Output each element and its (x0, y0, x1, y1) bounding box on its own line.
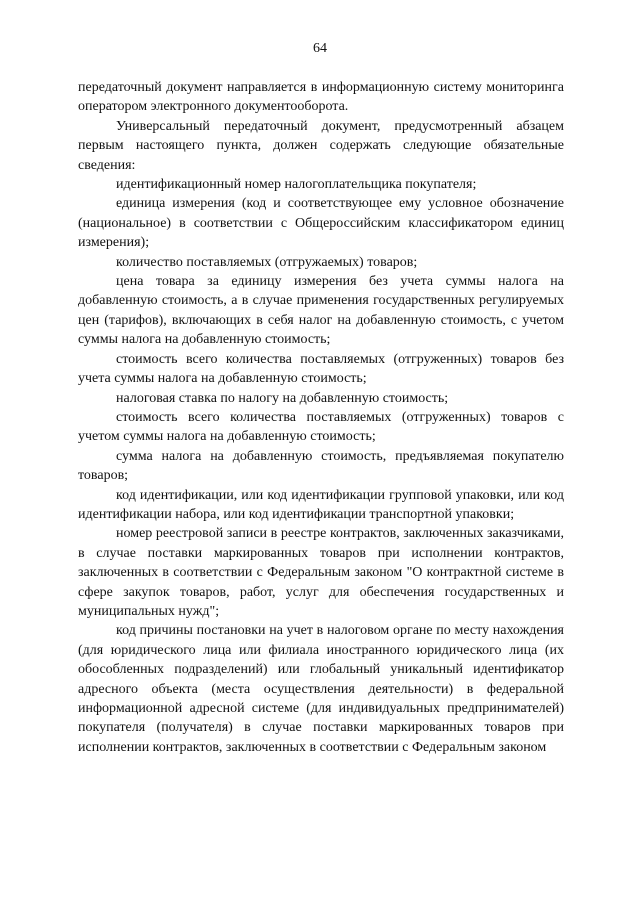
paragraph: Универсальный передаточный документ, предусмотренный абзацем первым настоящего пункта, должен содержать следующие обязательные сведения: (78, 118, 564, 173)
list-item-vat-amount: сумма налога на добавленную стоимость, предъявляемая покупателю товаров; (78, 448, 564, 484)
list-item-cost-with-vat: стоимость всего количества поставляемых (отгруженных) товаров с учетом суммы налога на добавленную стоимость; (78, 409, 564, 445)
list-item-buyer-inn: идентификационный номер налогоплательщика покупателя; (116, 177, 477, 193)
page-number: 64 (313, 41, 327, 56)
list-item-contract-registry-number: номер реестровой записи в реестре контрактов, заключенных заказчиками, в случае поставки маркированных товаров при исполнении контрактов, заключенных в соответствии с Федеральным законом "О контрактной системе в сфере закупок товаров, работ, услуг для обеспечения государственных и муниципальных нужд"; (78, 526, 564, 619)
list-item-identification-code: код идентификации, или код идентификации групповой упаковки, или код идентификации набора, или код идентификации транспортной упаковки; (78, 487, 564, 522)
document-body (78, 78, 564, 757)
list-item-unit-of-measure: единица измерения (код и соответствующее ему условное обозначение (национальное) в соответствии с Общероссийским классификатором единиц измерения); (78, 196, 564, 251)
list-item-cost-without-vat: стоимость всего количества поставляемых (отгруженных) товаров без учета суммы налога на добавленную стоимость; (78, 351, 564, 387)
list-item-registration-reason-code: код причины постановки на учет в налоговом органе по месту нахождения (для юридического лица или филиала иностранного юридического лица (их обособленных подразделений) или глобальный уникальный идентификатор адресного объекта (места осуществления деятельности) в федеральной информационной адресной системе (для индивидуальных предпринимателей) покупателя (получателя) в случае поставки маркированных товаров при исполнении контрактов, заключенных в соответствии с Федеральным законом (78, 623, 564, 755)
list-item-quantity: количество поставляемых (отгружаемых) товаров; (116, 254, 418, 270)
list-item-unit-price: цена товара за единицу измерения без учета суммы налога на добавленную стоимость, а в случае применения государственных регулируемых цен (тарифов), включающих в себя налог на добавленную стоимость, с учетом суммы налога на добавленную стоимость; (78, 274, 564, 348)
paragraph-continuation: передаточный документ направляется в информационную систему мониторинга оператором электронного документооборота. (78, 80, 564, 115)
list-item-tax-rate: налоговая ставка по налогу на добавленную стоимость; (116, 390, 449, 406)
